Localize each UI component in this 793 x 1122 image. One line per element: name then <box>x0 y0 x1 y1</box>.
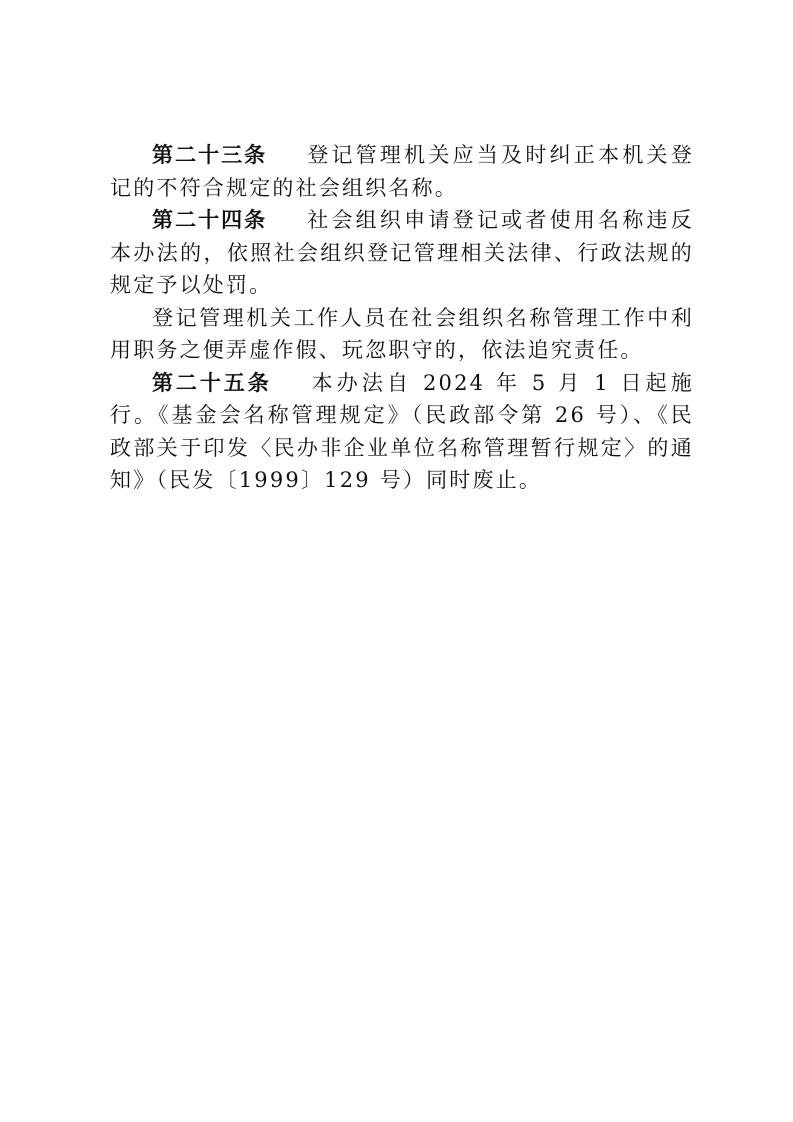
article-24 <box>110 204 694 302</box>
article-text: 登记管理机关工作人员在社会组织名称管理工作中利用职务之便弄虚作假、玩忽职守的，依法追究责任。 <box>110 305 694 362</box>
article-label: 第二十五条 <box>152 370 272 395</box>
article-label: 第二十四条 <box>152 208 268 232</box>
article-24-clause-2 <box>110 302 694 367</box>
article-23 <box>110 139 694 204</box>
article-text: 社会组织申请登记或者使用名称违反本办法的，依照社会组织登记管理相关法律、行政法规的规定予以处罚。 <box>110 208 694 297</box>
article-text: 本办法自 2024 年 5 月 1 日起施行。《基金会名称管理规定》（民政部令第 26 号）、《民政部关于印发〈民办非企业单位名称管理暂行规定〉的通知》（民发〔1999〕129 号）同时废止。 <box>110 370 695 492</box>
document-body <box>110 139 694 497</box>
article-label: 第二十三条 <box>152 143 268 167</box>
article-25 <box>110 367 694 497</box>
article-text: 登记管理机关应当及时纠正本机关登记的不符合规定的社会组织名称。 <box>110 143 694 200</box>
